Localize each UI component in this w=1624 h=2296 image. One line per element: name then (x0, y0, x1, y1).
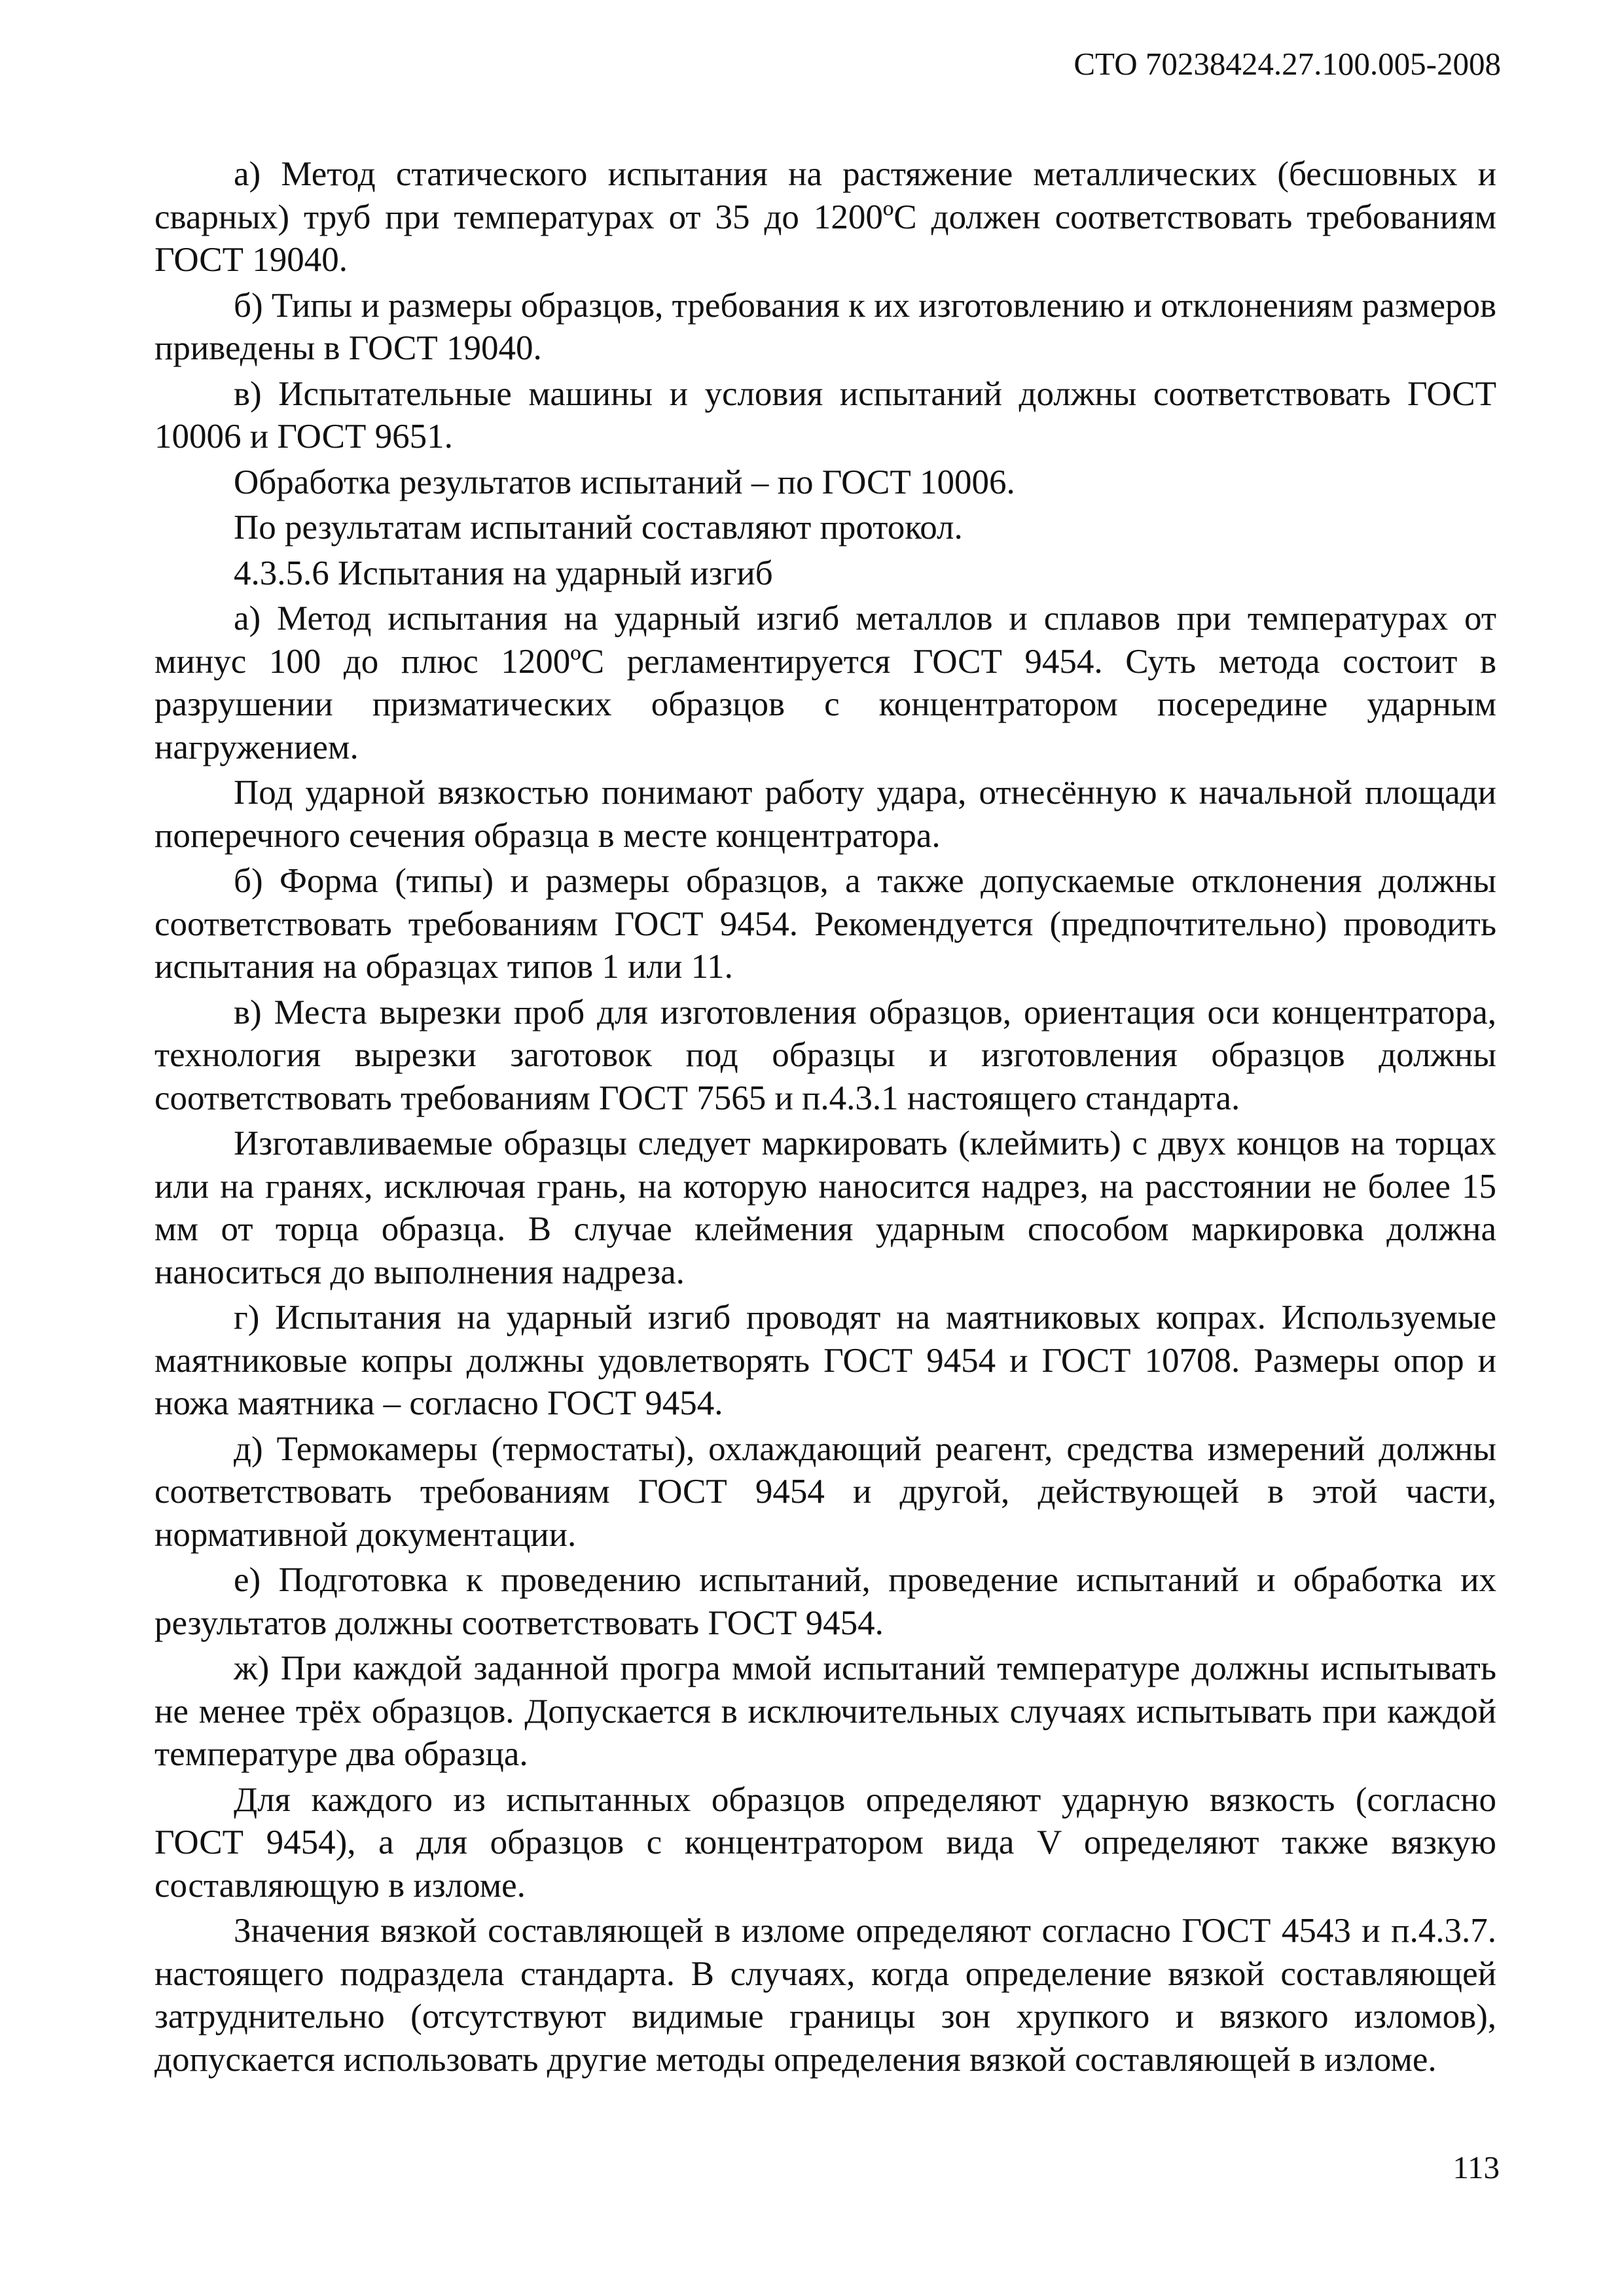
document-code-header: СТО 70238424.27.100.005-2008 (1074, 46, 1501, 82)
section-heading-impact-bending: 4.3.5.6 Испытания на ударный изгиб (234, 554, 773, 592)
page-number: 113 (1453, 2149, 1500, 2185)
paragraph-results-processing: Обработка результатов испытаний – по ГОСТ 10006. (234, 463, 1015, 501)
paragraph-sampling-locations: в) Места вырезки проб для изготовления образцов, ориентация оси концентратора, технология вырезки заготовок под образцы и изготовления образцов должны соответствовать требованиям ГОСТ 7565 и п.4.3.1 настоящего стандарта. (154, 993, 1496, 1117)
paragraph-specimen-form: б) Форма (типы) и размеры образцов, а также допускаемые отклонения должны соответствовать требованиям ГОСТ 9454. Рекомендуется (предпочтительно) проводить испытания на образцах типов 1 или 11. (154, 862, 1496, 986)
paragraph-impact-toughness-definition: Под ударной вязкостью понимают работу удара, отнесённую к начальной площади поперечного сечения образца в месте концентратора. (154, 774, 1496, 855)
paragraph-ductile-component: Значения вязкой составляющей в изломе определяют согласно ГОСТ 4543 и п.4.3.7. настоящего подраздела стандарта. В случаях, когда определение вязкой составляющей затруднительно (отсутствуют видимые границы зон хрупкого и вязкого изломов), допускается использовать другие методы определения вязкой составляющей в изломе. (154, 1912, 1496, 2079)
paragraph-impact-toughness-determination: Для каждого из испытанных образцов определяют ударную вязкость (согласно ГОСТ 9454), а для образцов с концентратором вида V определяют также вязкую составляющую в изломе. (154, 1780, 1496, 1905)
paragraph-specimen-count: ж) При каждой заданной програ ммой испытаний температуре должны испытывать не менее трёх образцов. Допускается в исключительных случаях испытывать при каждой температуре два образца. (154, 1649, 1496, 1773)
paragraph-test-machines: в) Испытательные машины и условия испытаний должны соответствовать ГОСТ 10006 и ГОСТ 9651. (154, 374, 1496, 456)
paragraph-thermochambers: д) Термокамеры (термостаты), охлаждающий реагент, средства измерений должны соответствовать требованиям ГОСТ 9454 и другой, действующей в этой части, нормативной документации. (154, 1429, 1496, 1554)
paragraph-protocol: По результатам испытаний составляют протокол. (234, 509, 963, 547)
paragraph-specimen-types: б) Типы и размеры образцов, требования к их изготовлению и отклонениям размеров приведены в ГОСТ 19040. (154, 286, 1496, 367)
paragraph-test-preparation: е) Подготовка к проведению испытаний, проведение испытаний и обработка их результатов должны соответствовать ГОСТ 9454. (154, 1561, 1496, 1642)
paragraph-specimen-marking: Изготавливаемые образцы следует маркировать (клеймить) с двух концов на торцах или на гранях, исключая грань, на которую наносится надрез, на расстоянии не более 15 мм от торца образца. В случае клеймения ударным способом маркировка должна наноситься до выполнения надреза. (154, 1124, 1496, 1291)
paragraph-pendulum-testers: г) Испытания на ударный изгиб проводят на маятниковых копрах. Используемые маятниковые копры должны удовлетворять ГОСТ 9454 и ГОСТ 10708. Размеры опор и ножа маятника – согласно ГОСТ 9454. (154, 1299, 1496, 1422)
paragraph-tensile-method: а) Метод статического испытания на растяжение металлических (бесшовных и сварных) труб при температурах от 35 до 1200ºС должен соответствовать требованиям ГОСТ 19040. (154, 155, 1496, 279)
paragraph-impact-method: а) Метод испытания на ударный изгиб металлов и сплавов при температурах от минус 100 до плюс 1200ºС регламентируется ГОСТ 9454. Суть метода состоит в разрушении призматических образцов с концентратором посередине ударным нагружением. (154, 600, 1496, 766)
document-body (154, 153, 1496, 2084)
